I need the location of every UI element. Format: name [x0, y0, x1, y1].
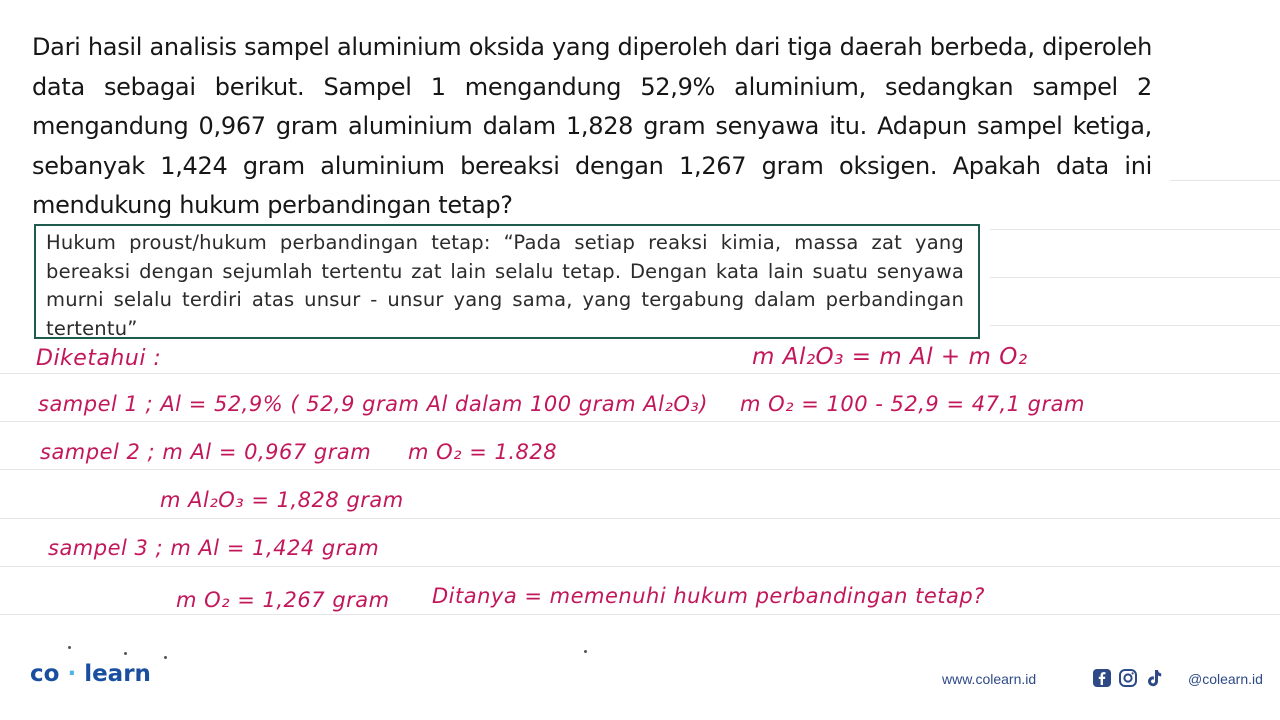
notebook-rule	[0, 373, 1280, 374]
website-link[interactable]: www.colearn.id	[942, 671, 1037, 687]
logo-learn: learn	[84, 661, 151, 687]
note-sampel-2: sampel 2 ; m Al = 0,967 gram	[40, 440, 372, 464]
note-formula: m Al₂O₃ = m Al + m O₂	[752, 344, 1028, 370]
note-sampel-1: sampel 1 ; Al = 52,9% ( 52,9 gram Al dalam 100 gram Al₂O₃)	[38, 392, 709, 416]
speck	[164, 656, 167, 659]
law-definition-text: Hukum proust/hukum perbandingan tetap: “Pada setiap reaksi kimia, massa zat yang bereaksi dengan sejumlah tertentu zat lain selalu tetap. Dengan kata lain suatu senyawa murni selalu terdiri atas unsur - unsur yang sama, yang tergabung dalam perbandingan tertentu”	[46, 231, 964, 340]
facebook-icon[interactable]	[1092, 668, 1112, 688]
logo-dot: ·	[59, 661, 85, 687]
note-sampel-2-al2o3: m Al₂O₃ = 1,828 gram	[160, 488, 404, 512]
notebook-rule	[990, 229, 1280, 230]
law-definition-box	[34, 224, 980, 339]
notebook-rule	[0, 421, 1280, 422]
question-text: Dari hasil analisis sampel aluminium oksida yang diperoleh dari tiga daerah berbeda, diperoleh data sebagai berikut. Sampel 1 mengandung 52,9% aluminium, sedangkan sampel 2 mengandung 0,967 gram aluminium dalam 1,828 gram senyawa itu. Adapun sampel ketiga, sebanyak 1,424 gram aluminium bereaksi dengan 1,267 gram oksigen. Apakah data ini mendukung hukum perbandingan tetap?	[32, 33, 1152, 219]
notebook-rule	[0, 469, 1280, 470]
notebook-rule	[0, 566, 1280, 567]
note-sampel-3-oxygen: m O₂ = 1,267 gram	[176, 588, 390, 612]
notebook-rule	[990, 325, 1280, 326]
tiktok-icon[interactable]	[1144, 668, 1164, 688]
notebook-rule	[990, 277, 1280, 278]
speck	[584, 650, 587, 653]
note-sampel-2-oxygen: m O₂ = 1.828	[408, 440, 558, 464]
instagram-icon[interactable]	[1118, 668, 1138, 688]
logo-co: co	[30, 661, 60, 687]
notebook-rule	[0, 518, 1280, 519]
note-sampel-1-oxygen: m O₂ = 100 - 52,9 = 47,1 gram	[740, 392, 1085, 416]
notebook-rule	[0, 614, 1280, 615]
speck	[68, 646, 71, 649]
note-sampel-3: sampel 3 ; m Al = 1,424 gram	[48, 536, 380, 560]
social-handle[interactable]: @colearn.id	[1188, 671, 1263, 687]
speck	[124, 652, 127, 655]
notebook-rule	[1170, 180, 1280, 181]
note-ditanya: Ditanya = memenuhi hukum perbandingan tetap?	[432, 584, 985, 608]
colearn-logo	[30, 661, 151, 687]
note-diketahui: Diketahui :	[36, 346, 162, 371]
